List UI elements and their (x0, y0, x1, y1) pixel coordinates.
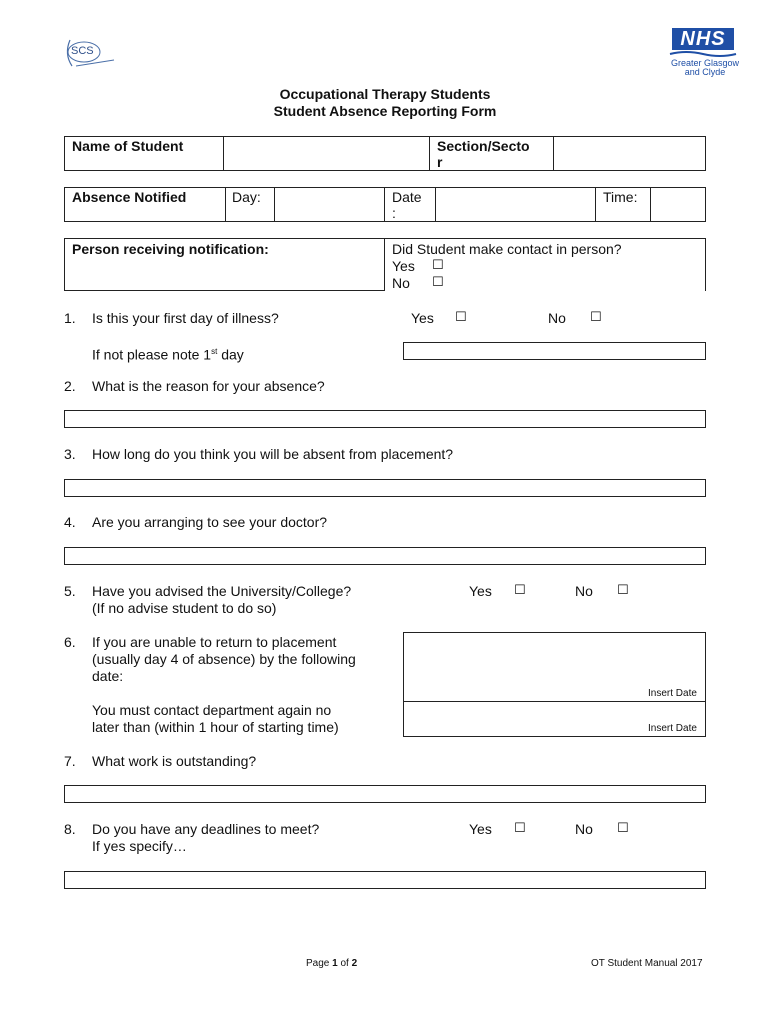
q6-insert-date-2: Insert Date (648, 723, 697, 734)
q5-number: 5. (64, 583, 76, 599)
time-label: Time: (603, 189, 638, 205)
q1-first-day-field[interactable] (403, 342, 706, 360)
q6-line1: If you are unable to return to placement (92, 634, 337, 650)
q4-text: Are you arranging to see your doctor? (92, 514, 328, 530)
nhs-sub-line1: Greater Glasgow (670, 58, 740, 68)
q6-number: 6. (64, 634, 76, 650)
contact-yes-checkbox[interactable]: ☐ (432, 258, 444, 273)
name-of-student-label: Name of Student (72, 138, 184, 154)
q5-line1: Have you advised the University/College? (92, 583, 352, 599)
date-label-1: Date (392, 189, 422, 205)
manual-footer: OT Student Manual 2017 (591, 958, 703, 969)
contact-no-checkbox[interactable]: ☐ (432, 275, 444, 290)
q1-yes-label: Yes (411, 310, 434, 326)
q6-insert-date-1: Insert Date (648, 688, 697, 699)
q1-text: Is this your first day of illness? (92, 310, 279, 326)
contact-in-person-question: Did Student make contact in person? (392, 241, 622, 257)
q1-yes-checkbox[interactable]: ☐ (455, 310, 467, 325)
person-receiving-label: Person receiving notification: (72, 241, 269, 257)
q2-text: What is the reason for your absence? (92, 378, 325, 394)
title-line1: Occupational Therapy Students (279, 86, 491, 102)
q4-number: 4. (64, 514, 76, 530)
page-number: Page 1 of 2 (306, 958, 358, 969)
q7-answer-field[interactable] (64, 785, 706, 803)
q8-line1: Do you have any deadlines to meet? (92, 821, 320, 837)
title-line2: Student Absence Reporting Form (273, 103, 497, 119)
q3-text: How long do you think you will be absent from placement? (92, 446, 454, 462)
q1-number: 1. (64, 310, 76, 326)
q6-line5: later than (within 1 hour of starting time) (92, 719, 339, 735)
q7-text: What work is outstanding? (92, 753, 257, 769)
section-label-1: Section/Secto (437, 138, 530, 154)
q7-number: 7. (64, 753, 76, 769)
nhs-sub-line2: and Clyde (684, 67, 726, 77)
absence-notified-label: Absence Notified (72, 189, 187, 205)
time-field[interactable] (651, 188, 705, 221)
q5-yes-checkbox[interactable]: ☐ (514, 583, 526, 598)
q8-yes-label: Yes (469, 821, 492, 837)
q8-yes-checkbox[interactable]: ☐ (514, 821, 526, 836)
q3-number: 3. (64, 446, 76, 462)
date-field[interactable] (436, 188, 594, 221)
q5-line2: (If no advise student to do so) (92, 600, 277, 616)
q8-number: 8. (64, 821, 76, 837)
scs-logo-text: SCS (71, 45, 94, 57)
nhs-logo-wave (668, 50, 738, 58)
contact-yes-label: Yes (392, 258, 415, 274)
q1-note: If not please note 1st day (92, 346, 244, 363)
q2-number: 2. (64, 378, 76, 394)
date-label-2: : (392, 205, 396, 221)
q5-no-checkbox[interactable]: ☐ (617, 583, 629, 598)
q3-answer-field[interactable] (64, 479, 706, 497)
q8-line2: If yes specify… (92, 838, 187, 854)
q5-yes-label: Yes (469, 583, 492, 599)
q1-no-label: No (548, 310, 566, 326)
q6-line2: (usually day 4 of absence) by the following (92, 651, 356, 667)
section-label-2: r (437, 154, 443, 170)
day-label: Day: (232, 189, 261, 205)
nhs-logo-text: NHS (672, 28, 734, 50)
q6-line4: You must contact department again no (92, 702, 332, 718)
section-field[interactable] (554, 137, 705, 170)
q4-answer-field[interactable] (64, 547, 706, 565)
q8-no-label: No (575, 821, 593, 837)
q6-line3: date: (92, 668, 124, 684)
q5-no-label: No (575, 583, 593, 599)
q8-no-checkbox[interactable]: ☐ (617, 821, 629, 836)
name-of-student-field[interactable] (224, 137, 428, 170)
day-field[interactable] (275, 188, 383, 221)
q2-answer-field[interactable] (64, 410, 706, 428)
contact-no-label: No (392, 275, 410, 291)
q1-no-checkbox[interactable]: ☐ (590, 310, 602, 325)
q8-answer-field[interactable] (64, 871, 706, 889)
